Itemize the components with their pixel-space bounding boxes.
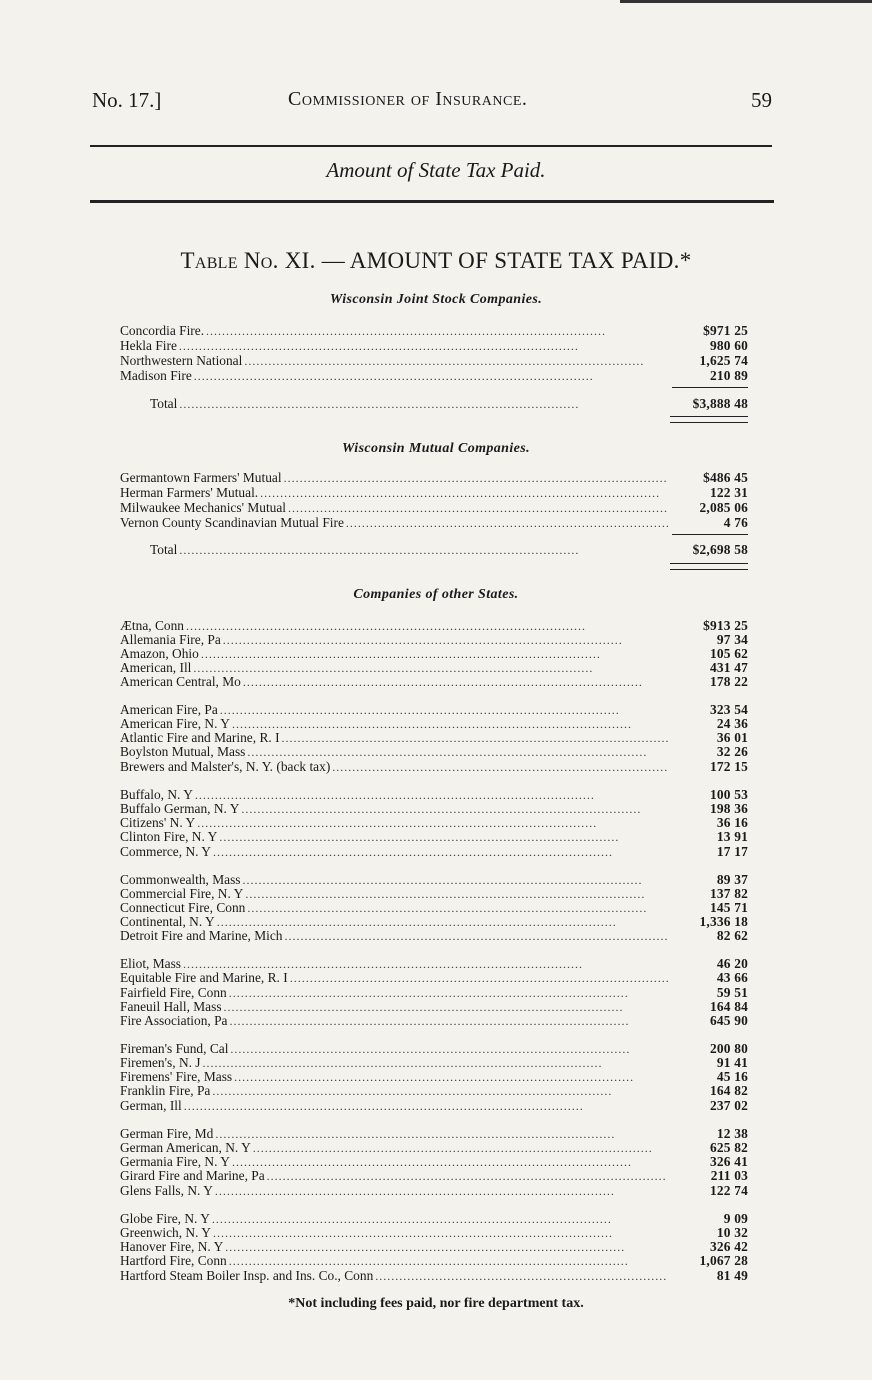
company-name: Hanover Fire, N. Y (120, 1239, 224, 1254)
dot-leader (284, 471, 668, 486)
company-name: Girard Fire and Marine, Pa (120, 1168, 265, 1183)
company-name: Milwaukee Mechanics' Mutual (120, 500, 287, 515)
company-name: Globe Fire, N. Y (120, 1211, 210, 1226)
company-name: German, Ill (120, 1098, 182, 1113)
tax-amount: 4 76 (723, 515, 748, 530)
table-row (120, 618, 748, 633)
tax-amount: 431 47 (709, 660, 748, 675)
company-name: German Fire, Md (120, 1126, 214, 1141)
tax-amount: $486 45 (703, 470, 748, 485)
company-name: Commercial Fire, N. Y (120, 886, 244, 901)
table-row (120, 886, 748, 901)
tax-amount: 326 42 (709, 1239, 748, 1254)
tax-amount: 122 31 (709, 485, 748, 500)
dot-leader (260, 486, 668, 501)
table-row (120, 872, 748, 887)
dot-leader (346, 516, 668, 531)
dot-leader (184, 1099, 668, 1114)
tax-amount: 89 37 (716, 872, 748, 887)
company-name: Allemania Fire, Pa (120, 632, 221, 647)
total-row (150, 396, 748, 411)
company-name: Fire Association, Pa (120, 1013, 228, 1028)
total-row (150, 542, 748, 557)
company-name: Fireman's Fund, Cal (120, 1041, 229, 1056)
tax-amount: 145 71 (709, 900, 748, 915)
table-row (120, 1168, 748, 1183)
tax-amount: 45 16 (716, 1069, 748, 1084)
tax-amount: 91 41 (716, 1055, 748, 1070)
company-name: Ætna, Conn (120, 618, 184, 633)
tax-amount: 1,067 28 (699, 1253, 748, 1268)
tax-amount: 13 91 (716, 829, 748, 844)
company-name: American Central, Mo (120, 674, 241, 689)
section-heading: Companies of other States. (353, 587, 519, 602)
dot-leader (285, 929, 668, 944)
tax-amount: 97 34 (716, 632, 748, 647)
dot-leader (219, 830, 668, 845)
table-row (120, 660, 748, 675)
table-row (120, 815, 748, 830)
total-label: Total (150, 542, 178, 557)
table-row (120, 1013, 748, 1028)
company-name: Fairfield Fire, Conn (120, 985, 227, 1000)
table-row (120, 1239, 748, 1254)
table-title (0, 248, 872, 274)
tax-amount: 43 66 (716, 970, 748, 985)
company-name: Continental, N. Y (120, 914, 215, 929)
company-name: Buffalo German, N. Y (120, 801, 240, 816)
table-row (120, 900, 748, 915)
table-row (120, 829, 748, 844)
tax-amount: 81 49 (716, 1268, 748, 1283)
tax-amount: 36 16 (716, 815, 748, 830)
company-name: Eliot, Mass (120, 956, 182, 971)
tax-amount: 2,085 06 (699, 500, 748, 515)
table-row (120, 1041, 748, 1056)
company-name: Vernon County Scandinavian Mutual Fire (120, 515, 344, 530)
tax-amount: 17 17 (716, 844, 748, 859)
tax-amount: 24 36 (716, 716, 748, 731)
company-name: Brewers and Malster's, N. Y. (back tax) (120, 759, 331, 774)
dot-leader (244, 354, 668, 369)
dot-leader (288, 501, 668, 516)
tax-amount: $913 25 (703, 618, 748, 633)
table-row (120, 928, 748, 943)
table-row (120, 632, 748, 647)
running-head (92, 88, 772, 118)
table-row (120, 368, 748, 383)
table-row (120, 338, 748, 353)
dot-leader (213, 845, 668, 860)
table-row (120, 323, 748, 338)
header-rule-bottom (90, 200, 774, 203)
tax-amount: 164 82 (709, 1083, 748, 1098)
company-name: Hartford Fire, Conn (120, 1253, 227, 1268)
company-name: Firemen's, N. J (120, 1055, 201, 1070)
dot-leader (332, 760, 668, 775)
company-name: Boylston Mutual, Mass (120, 744, 246, 759)
dot-leader (229, 1254, 668, 1269)
company-name: Herman Farmers' Mutual. (120, 485, 259, 500)
sum-rule (672, 387, 748, 388)
company-name: Commerce, N. Y (120, 844, 211, 859)
company-name: Glens Falls, N. Y (120, 1183, 213, 1198)
dot-leader (179, 543, 668, 558)
company-name: Northwestern National (120, 353, 243, 368)
dot-leader (194, 369, 668, 384)
tax-amount: 237 02 (709, 1098, 748, 1113)
company-name: Atlantic Fire and Marine, R. I (120, 730, 280, 745)
double-rule (670, 563, 748, 570)
table-row (120, 1083, 748, 1098)
company-name: Amazon, Ohio (120, 646, 199, 661)
table-number: Table No. XI. (180, 248, 316, 273)
company-name: Hartford Steam Boiler Insp. and Ins. Co., Conn (120, 1268, 374, 1283)
tax-amount: 645 90 (709, 1013, 748, 1028)
company-name: Madison Fire (120, 368, 192, 383)
company-name: American Fire, Pa (120, 702, 218, 717)
company-name: American, Ill (120, 660, 192, 675)
table-row (120, 956, 748, 971)
dot-leader (375, 1269, 668, 1284)
company-name: Commonwealth, Mass (120, 872, 241, 887)
table-row (120, 999, 748, 1014)
table-row (120, 744, 748, 759)
company-name: Concordia Fire. (120, 323, 205, 338)
tax-amount: 12 38 (716, 1126, 748, 1141)
tax-amount: 100 53 (709, 787, 748, 802)
table-row (120, 970, 748, 985)
table-row (120, 759, 748, 774)
running-title: Commissioner of Insurance. (288, 88, 528, 110)
table-row (120, 716, 748, 731)
table-row (120, 730, 748, 745)
tax-amount: 625 82 (709, 1140, 748, 1155)
header-rule-top (90, 145, 772, 147)
tax-amount: 164 84 (709, 999, 748, 1014)
tax-amount: 9 09 (723, 1211, 748, 1226)
section-banner: Amount of State Tax Paid. (326, 158, 546, 182)
tax-amount: 1,625 74 (699, 353, 748, 368)
company-name: Greenwich, N. Y (120, 1225, 211, 1240)
footnote: *Not including fees paid, nor fire department tax. (288, 1296, 584, 1311)
company-name: Firemens' Fire, Mass (120, 1069, 233, 1084)
table-row (120, 485, 748, 500)
total-amount: $3,888 48 (692, 396, 748, 411)
table-row (120, 500, 748, 515)
table-row (120, 985, 748, 1000)
company-name: Detroit Fire and Marine, Mich (120, 928, 283, 943)
table-row (120, 1126, 748, 1141)
tax-amount: 172 15 (709, 759, 748, 774)
sum-rule (672, 534, 748, 535)
tax-amount: $971 25 (703, 323, 748, 338)
table-row (120, 844, 748, 859)
dot-leader (212, 1084, 668, 1099)
table-row (120, 801, 748, 816)
table-row (120, 1098, 748, 1113)
document-number: No. 17.] (92, 88, 162, 112)
dot-leader (290, 971, 668, 986)
table-row (120, 1069, 748, 1084)
table-row (120, 1225, 748, 1240)
table-title-text: — AMOUNT OF STATE TAX PAID.* (315, 248, 692, 273)
tax-amount: 323 54 (709, 702, 748, 717)
tax-amount: 178 22 (709, 674, 748, 689)
table-row (120, 1154, 748, 1169)
dot-leader (247, 745, 668, 760)
table-row (120, 646, 748, 661)
company-name: Connecticut Fire, Conn (120, 900, 246, 915)
tax-amount: 32 26 (716, 744, 748, 759)
page-number: 59 (751, 88, 772, 112)
company-name: Buffalo, N. Y (120, 787, 193, 802)
tax-amount: 326 41 (709, 1154, 748, 1169)
table-row (120, 515, 748, 530)
company-name: Germania Fire, N. Y (120, 1154, 230, 1169)
dot-leader (267, 1169, 668, 1184)
total-amount: $2,698 58 (692, 542, 748, 557)
tax-amount: 10 32 (716, 1225, 748, 1240)
tax-amount: 82 62 (716, 928, 748, 943)
tax-amount: 198 36 (709, 801, 748, 816)
top-edge-rule (620, 0, 872, 3)
dot-leader (243, 675, 668, 690)
company-name: Franklin Fire, Pa (120, 1083, 211, 1098)
tax-amount: 105 62 (709, 646, 748, 661)
dot-leader (215, 1184, 668, 1199)
tax-amount: 210 89 (709, 368, 748, 383)
dot-leader (179, 339, 668, 354)
table-row (120, 1183, 748, 1198)
tax-amount: 200 80 (709, 1041, 748, 1056)
section-heading: Wisconsin Joint Stock Companies. (329, 292, 543, 307)
company-name: Clinton Fire, N. Y (120, 829, 218, 844)
tax-amount: 59 51 (716, 985, 748, 1000)
double-rule (670, 416, 748, 423)
company-name: Equitable Fire and Marine, R. I (120, 970, 288, 985)
tax-amount: 46 20 (716, 956, 748, 971)
tax-amount: 137 82 (709, 886, 748, 901)
company-name: Hekla Fire (120, 338, 177, 353)
tax-amount: 980 60 (709, 338, 748, 353)
tax-amount: 211 03 (710, 1168, 748, 1183)
company-name: Germantown Farmers' Mutual (120, 470, 282, 485)
table-row (120, 353, 748, 368)
dot-leader (230, 1014, 669, 1029)
total-label: Total (150, 396, 178, 411)
table-row (120, 470, 748, 485)
table-row (120, 787, 748, 802)
company-name: American Fire, N. Y (120, 716, 230, 731)
company-name: German American, N. Y (120, 1140, 251, 1155)
section-heading: Wisconsin Mutual Companies. (341, 441, 531, 456)
table-row (120, 914, 748, 929)
dot-leader (206, 324, 668, 339)
dot-leader (179, 397, 668, 412)
table-row (120, 1211, 748, 1226)
table-row (120, 674, 748, 689)
table-row (120, 1268, 748, 1283)
company-name: Citizens' N. Y (120, 815, 196, 830)
company-name: Faneuil Hall, Mass (120, 999, 222, 1014)
table-row (120, 1253, 748, 1268)
table-row (120, 1055, 748, 1070)
tax-amount: 122 74 (709, 1183, 748, 1198)
tax-amount: 1,336 18 (699, 914, 748, 929)
table-row (120, 1140, 748, 1155)
tax-amount: 36 01 (716, 730, 748, 745)
table-row (120, 702, 748, 717)
